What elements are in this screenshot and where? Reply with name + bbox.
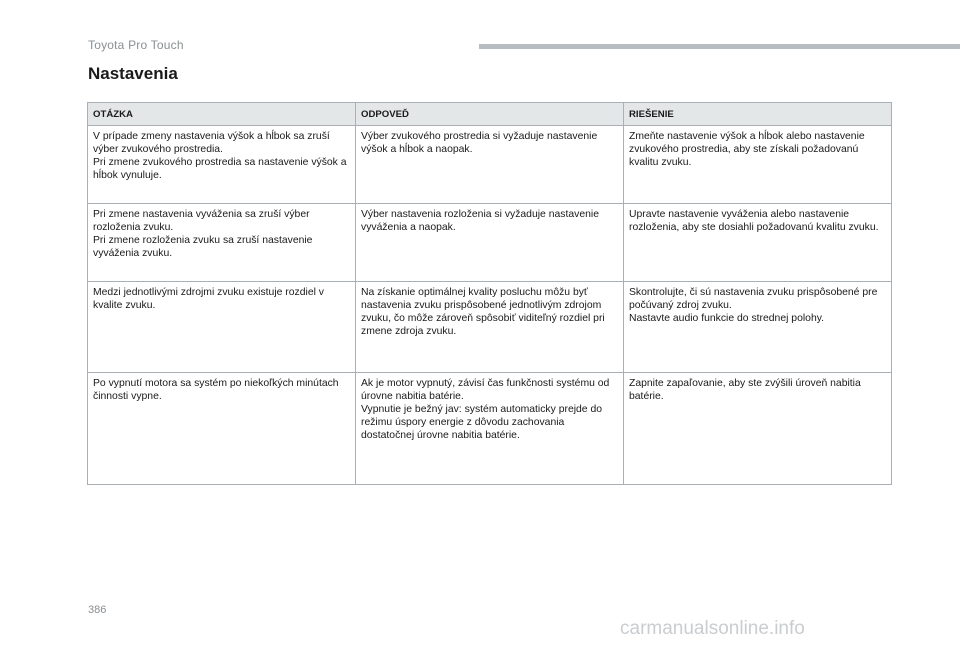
column-header-answer: ODPOVEĎ	[356, 103, 624, 126]
table-row	[88, 282, 892, 373]
brand-label: Toyota Pro Touch	[88, 38, 184, 52]
question-cell: Pri zmene nastavenia vyváženia sa zruší výber rozloženia zvuku. Pri zmene rozloženia zvuku sa zruší nastavenie vyváženia zvuku.	[88, 204, 356, 282]
faq-table	[87, 102, 892, 485]
watermark: carmanualsonline.info	[620, 618, 805, 639]
header-bar	[479, 44, 960, 49]
question-cell: Medzi jednotlivými zdrojmi zvuku existuje rozdiel v kvalite zvuku.	[88, 282, 356, 373]
solution-cell: Zmeňte nastavenie výšok a hĺbok alebo nastavenie zvukového prostredia, aby ste získali požadovanú kvalitu zvuku.	[624, 126, 892, 204]
question-cell: Po vypnutí motora sa systém po niekoľkých minútach činnosti vypne.	[88, 373, 356, 485]
answer-cell: Ak je motor vypnutý, závisí čas funkčnosti systému od úrovne nabitia batérie. Vypnutie je bežný jav: systém automaticky prejde do režimu úspory energie z dôvodu zachovania dostatočnej úrovne nabitia batérie.	[356, 373, 624, 485]
answer-cell: Výber zvukového prostredia si vyžaduje nastavenie výšok a hĺbok a naopak.	[356, 126, 624, 204]
answer-cell: Výber nastavenia rozloženia si vyžaduje nastavenie vyváženia a naopak.	[356, 204, 624, 282]
question-cell: V prípade zmeny nastavenia výšok a hĺbok sa zruší výber zvukového prostredia. Pri zmene zvukového prostredia sa nastavenie výšok a hĺbok vynuluje.	[88, 126, 356, 204]
table-header-row	[88, 103, 892, 126]
table-row	[88, 126, 892, 204]
solution-cell: Skontrolujte, či sú nastavenia zvuku prispôsobené pre počúvaný zdroj zvuku. Nastavte audio funkcie do strednej polohy.	[624, 282, 892, 373]
solution-cell: Upravte nastavenie vyváženia alebo nastavenie rozloženia, aby ste dosiahli požadovanú kvalitu zvuku.	[624, 204, 892, 282]
column-header-question: OTÁZKA	[88, 103, 356, 126]
answer-cell: Na získanie optimálnej kvality posluchu môžu byť nastavenia zvuku prispôsobené jednotlivým zdrojom zvuku, čo môže zároveň spôsobiť viditeľný rozdiel pri zmene zdroja zvuku.	[356, 282, 624, 373]
page-title: Nastavenia	[88, 64, 178, 83]
table-row	[88, 204, 892, 282]
table-row	[88, 373, 892, 485]
solution-cell: Zapnite zapaľovanie, aby ste zvýšili úroveň nabitia batérie.	[624, 373, 892, 485]
column-header-solution: RIEŠENIE	[624, 103, 892, 126]
page-number: 386	[88, 604, 107, 616]
